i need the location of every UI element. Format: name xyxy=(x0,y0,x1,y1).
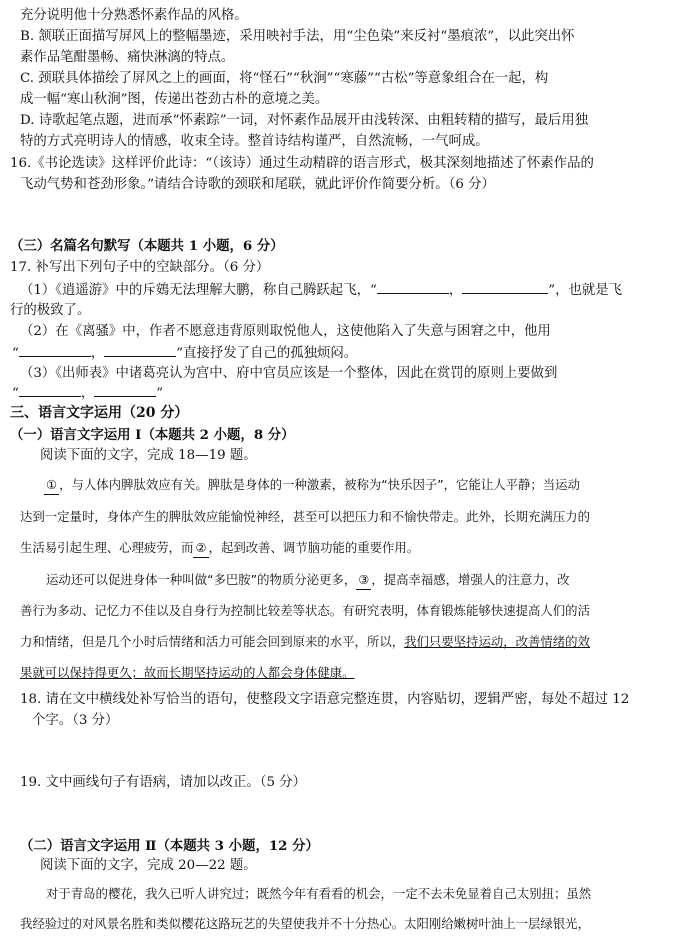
q17-item2-open-quote: “ xyxy=(12,346,19,361)
question-18-line1: 18. 请在文中横线处补写恰当的语句，使整段文字语意完整连贯，内容贴切，逻辑严密，每处不超过 12 xyxy=(20,692,630,707)
blank[interactable] xyxy=(94,384,156,397)
passage-line5: 善行为多动、记忆力不佳以及自身行为控制比较差等状态。有研究表明，体育锻炼能够快速提高人们的活 xyxy=(20,603,590,618)
part-3-heading: 三、语言文字运用（20 分） xyxy=(10,405,189,421)
q17-item2-line1: （2）在《离骚》中，作者不愿意违背原则取悦他人，这使他陷入了失意与困窘之中，他用 xyxy=(20,324,551,339)
q17-item1-text-a: （1）《逍遥游》中的斥鴳无法理解大鹏，称自己腾跃起飞，“ xyxy=(20,283,377,298)
passage-line1 xyxy=(44,476,580,495)
blank-marker-3[interactable]: ③ xyxy=(356,571,371,590)
question-16-line1: 16.《书论选读》这样评价此诗：“（该诗）通过生动精辟的语言形式，极其深刻地描述了怀素作品的 xyxy=(10,156,594,171)
q17-item1-text-b: ”，也就是飞 xyxy=(548,283,623,298)
q17-item1-line1 xyxy=(20,281,622,300)
q15-option-d-line1: D. 诗歌起笔点题，进而承“怀素踪”一词，对怀素作品展开由浅转深、由粗转精的描写，最后用独 xyxy=(20,113,589,128)
passage-text: 生活易引起生理、心理疲劳，而 xyxy=(20,540,194,555)
reading-instruction-20-22: 阅读下面的文字，完成 20—22 题。 xyxy=(40,858,257,873)
q17-item1-comma: ， xyxy=(448,283,463,298)
passage-line6 xyxy=(20,633,590,651)
blank[interactable] xyxy=(104,344,176,357)
q17-item2-text-b: ”直接抒发了自己的孤独烦闷。 xyxy=(176,346,358,361)
blank-marker-1[interactable]: ① xyxy=(44,476,59,495)
q15-option-a-continuation: 充分说明他十分熟悉怀素作品的风格。 xyxy=(20,8,248,23)
passage2-line1: 对于青岛的樱花，我久已听人讲究过；既然今年有看看的机会，一定不去未免显着自己太别扭；虽然 xyxy=(46,886,592,901)
passage-text: 力和情绪，但是几个小时后情绪和活力可能会回到原来的水平，所以， xyxy=(20,634,405,649)
q15-option-d-line2: 特的方式亮明诗人的情感，收束全诗。整首诗结构谨严，自然流畅，一气呵成。 xyxy=(20,134,489,149)
blank-marker-2[interactable]: ② xyxy=(193,539,208,558)
subsection-2-heading: （二）语言文字运用 Ⅱ（本题共 3 小题，12 分） xyxy=(20,838,319,854)
blank[interactable] xyxy=(19,384,81,397)
q17-item3-open-quote: “ xyxy=(12,386,19,401)
section-3-heading: （三）名篇名句默写（本题共 1 小题，6 分） xyxy=(10,238,284,254)
passage-text: ，与人体内脾肽效应有关。脾肽是身体的一种激素，被称为“快乐因子”，它能让人平静；当运动 xyxy=(59,477,580,492)
passage-line2: 达到一定量时，身体产生的脾肽效应能愉悦神经，甚至可以把压力和不愉快带走。此外，长期充满压力的 xyxy=(20,509,590,524)
question-16-line2: 飞动气势和苍劲形象。”请结合诗歌的颈联和尾联，就此评价作简要分析。（6 分） xyxy=(20,177,495,192)
passage2-line2: 我经验过的对风景名胜和类似樱花这路玩艺的失望使我并不十分热心。太阳刚给嫩树叶油上一层绿银光， xyxy=(20,916,590,931)
q17-item3-close-quote: ” xyxy=(156,386,164,401)
passage-line3 xyxy=(20,539,419,558)
blank[interactable] xyxy=(462,281,548,294)
underlined-sentence: 我们只要坚持运动，改善情绪的效 xyxy=(404,634,590,649)
passage-line7: 果就可以保持得更久；故而长期坚持运动的人都会身体健康。 xyxy=(20,665,355,680)
q17-item3-comma: ， xyxy=(80,386,95,401)
question-18-line2: 个字。（3 分） xyxy=(32,713,119,728)
passage-text: ，提高幸福感，增强人的注意力，改 xyxy=(371,572,570,587)
passage-text: 运动还可以促进身体一种叫做“多巴胺”的物质分泌更多， xyxy=(46,572,357,587)
passage-line4 xyxy=(46,571,570,590)
q15-option-b-line1: B. 颔联正面描写屏风上的整幅墨迹，采用映衬手法，用“尘色染”来反衬“墨痕浓”，以此突出怀 xyxy=(20,29,575,44)
question-19: 19. 文中画线句子有语病，请加以改正。（5 分） xyxy=(20,775,307,790)
passage-text: ，起到改善、调节脑功能的重要作用。 xyxy=(208,540,420,555)
subsection-1-heading: （一）语言文字运用 Ⅰ（本题共 2 小题，8 分） xyxy=(10,427,295,443)
q17-item3-line2 xyxy=(12,384,163,403)
question-17: 17. 补写出下列句子中的空缺部分。（6 分） xyxy=(10,260,270,275)
q15-option-c-line2: 成一幅“寒山秋涧”图，传递出苍劲古朴的意境之美。 xyxy=(20,92,329,107)
q17-item2-comma: ， xyxy=(90,346,105,361)
reading-instruction-18-19: 阅读下面的文字，完成 18—19 题。 xyxy=(40,448,257,463)
blank[interactable] xyxy=(19,344,91,357)
q17-item1-line2: 行的极致了。 xyxy=(10,303,91,318)
q15-option-b-line2: 素作品笔酣墨畅、痛快淋漓的特点。 xyxy=(20,50,235,65)
q15-option-c-line1: C. 颈联具体描绘了屏风之上的画面，将“怪石”“秋涧”“寒藤”“古松”等意象组合在一起，构 xyxy=(20,71,549,86)
blank[interactable] xyxy=(377,281,449,294)
q17-item2-line2 xyxy=(12,344,357,363)
q17-item3-line1: （3）《出师表》中诸葛亮认为宫中、府中官员应该是一个整体，因此在赏罚的原则上要做到 xyxy=(20,366,558,381)
